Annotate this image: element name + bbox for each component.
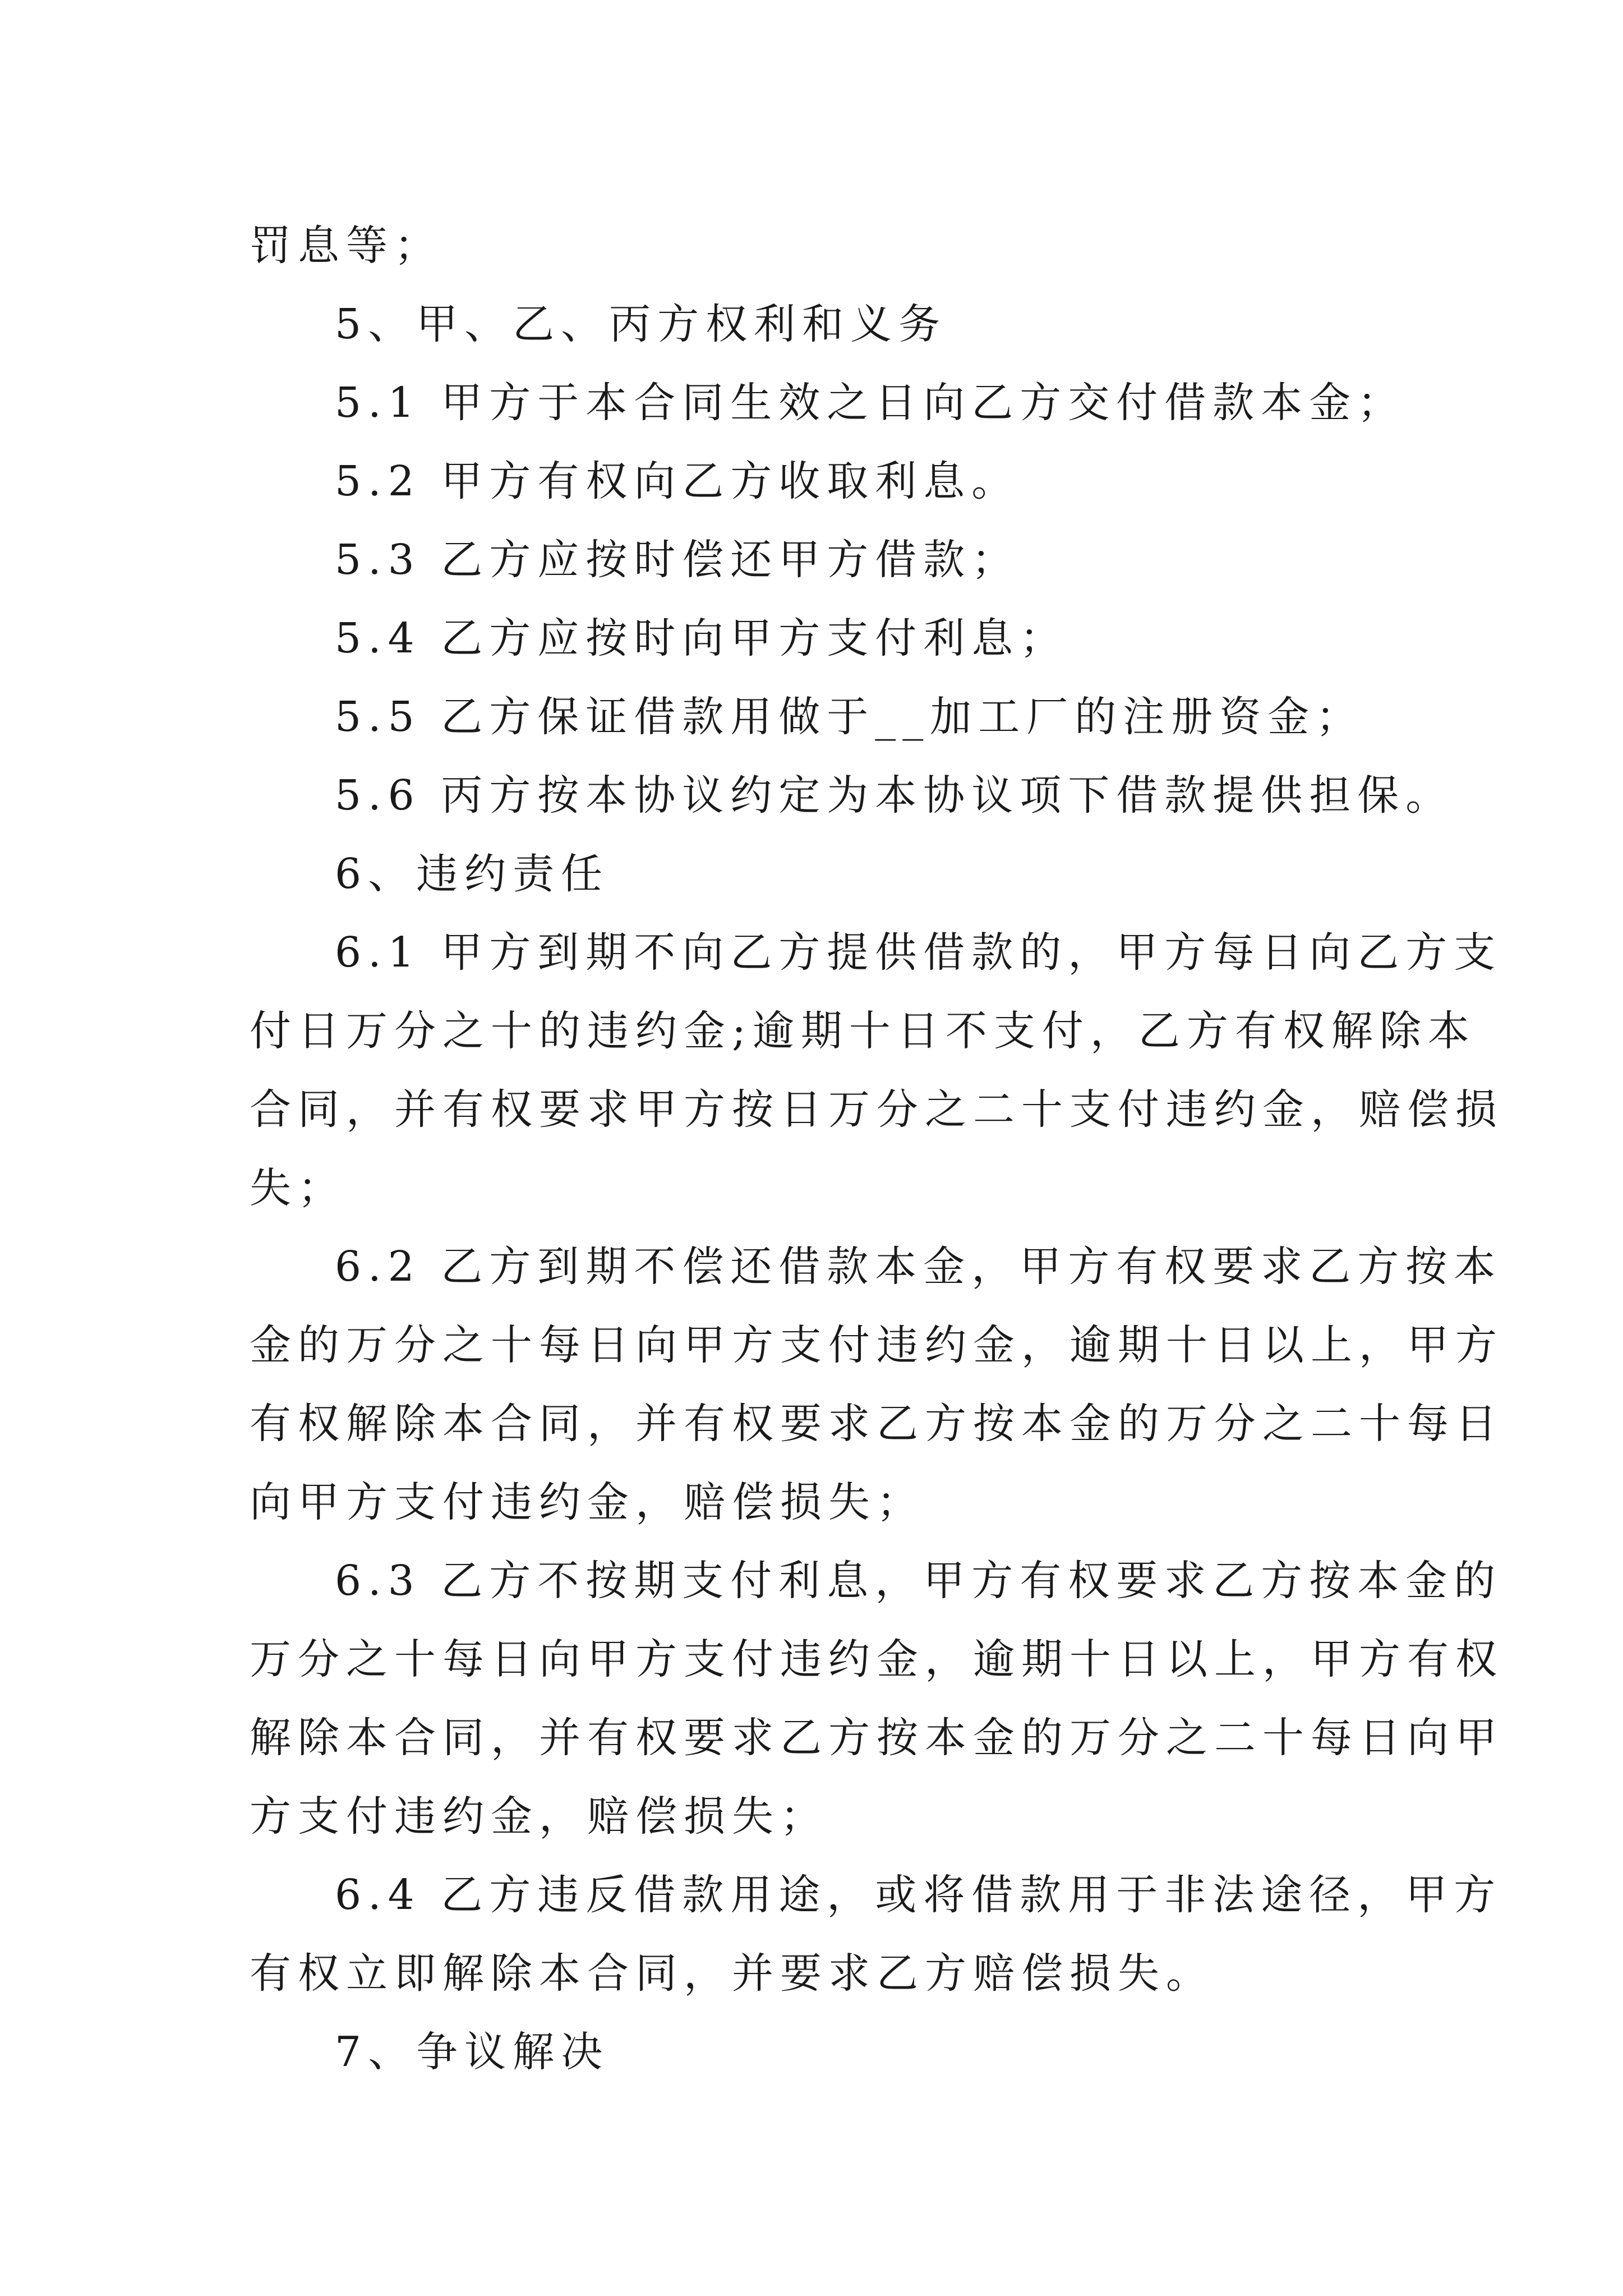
- section-heading-7: 7、争议解决: [335, 2028, 610, 2076]
- text-line: 解除本合同，并有权要求乙方按本金的万分之二十每日向甲: [250, 1714, 1504, 1762]
- clause-5-4: 5.4 乙方应按时向甲方支付利息；: [335, 614, 1068, 662]
- text-line: 万分之十每日向甲方支付违约金，逾期十日以上，甲方有权: [250, 1635, 1504, 1683]
- clause-5-6: 5.6 丙方按本协议约定为本协议项下借款提供担保。: [335, 771, 1454, 820]
- text-line: 6.2 乙方到期不偿还借款本金，甲方有权要求乙方按本: [335, 1243, 1502, 1291]
- clause-5-5: 5.5 乙方保证借款用做于__加工厂的注册资金；: [335, 693, 1364, 741]
- document-body: [250, 206, 1504, 2091]
- text-line: 失；: [250, 1164, 346, 1212]
- text-line: 方支付违约金，赔偿损失；: [250, 1792, 828, 1841]
- clause-6-3: [250, 1542, 1504, 1856]
- text-line: 金的万分之十每日向甲方支付违约金，逾期十日以上，甲方: [250, 1321, 1504, 1369]
- clause-6-2: [250, 1227, 1504, 1542]
- text-line: 6.4 乙方违反借款用途，或将借款用于非法途径，甲方: [335, 1871, 1502, 1919]
- text-line: 6.3 乙方不按期支付利息，甲方有权要求乙方按本金的: [335, 1557, 1502, 1605]
- clause-6-1: [250, 913, 1504, 1227]
- clause-5-3: 5.3 乙方应按时偿还甲方借款；: [335, 536, 1020, 584]
- clause-5-2: 5.2 甲方有权向乙方收取利息。: [335, 457, 1020, 505]
- text-line: 向甲方支付违约金，赔偿损失；: [250, 1478, 925, 1526]
- text-line: 有权解除本合同，并有权要求乙方按本金的万分之二十每日: [250, 1400, 1504, 1448]
- text-line: 合同，并有权要求甲方按日万分之二十支付违约金，赔偿损: [250, 1085, 1504, 1134]
- text-line: 有权立即解除本合同，并要求乙方赔偿损失。: [250, 1949, 1214, 1998]
- text-line: 6.1 甲方到期不向乙方提供借款的，甲方每日向乙方支: [335, 928, 1502, 977]
- section-heading-5: 5、甲、乙、丙方权利和义务: [335, 300, 947, 348]
- text-line: 付日万分之十的违约金;逾期十日不支付，乙方有权解除本: [250, 1007, 1476, 1055]
- text-line: 罚息等；: [250, 222, 442, 270]
- section-heading-6: 6、违约责任: [335, 850, 610, 898]
- clause-6-4: [250, 1856, 1502, 2013]
- clause-5-1: 5.1 甲方于本合同生效之日向乙方交付借款本金；: [335, 379, 1406, 427]
